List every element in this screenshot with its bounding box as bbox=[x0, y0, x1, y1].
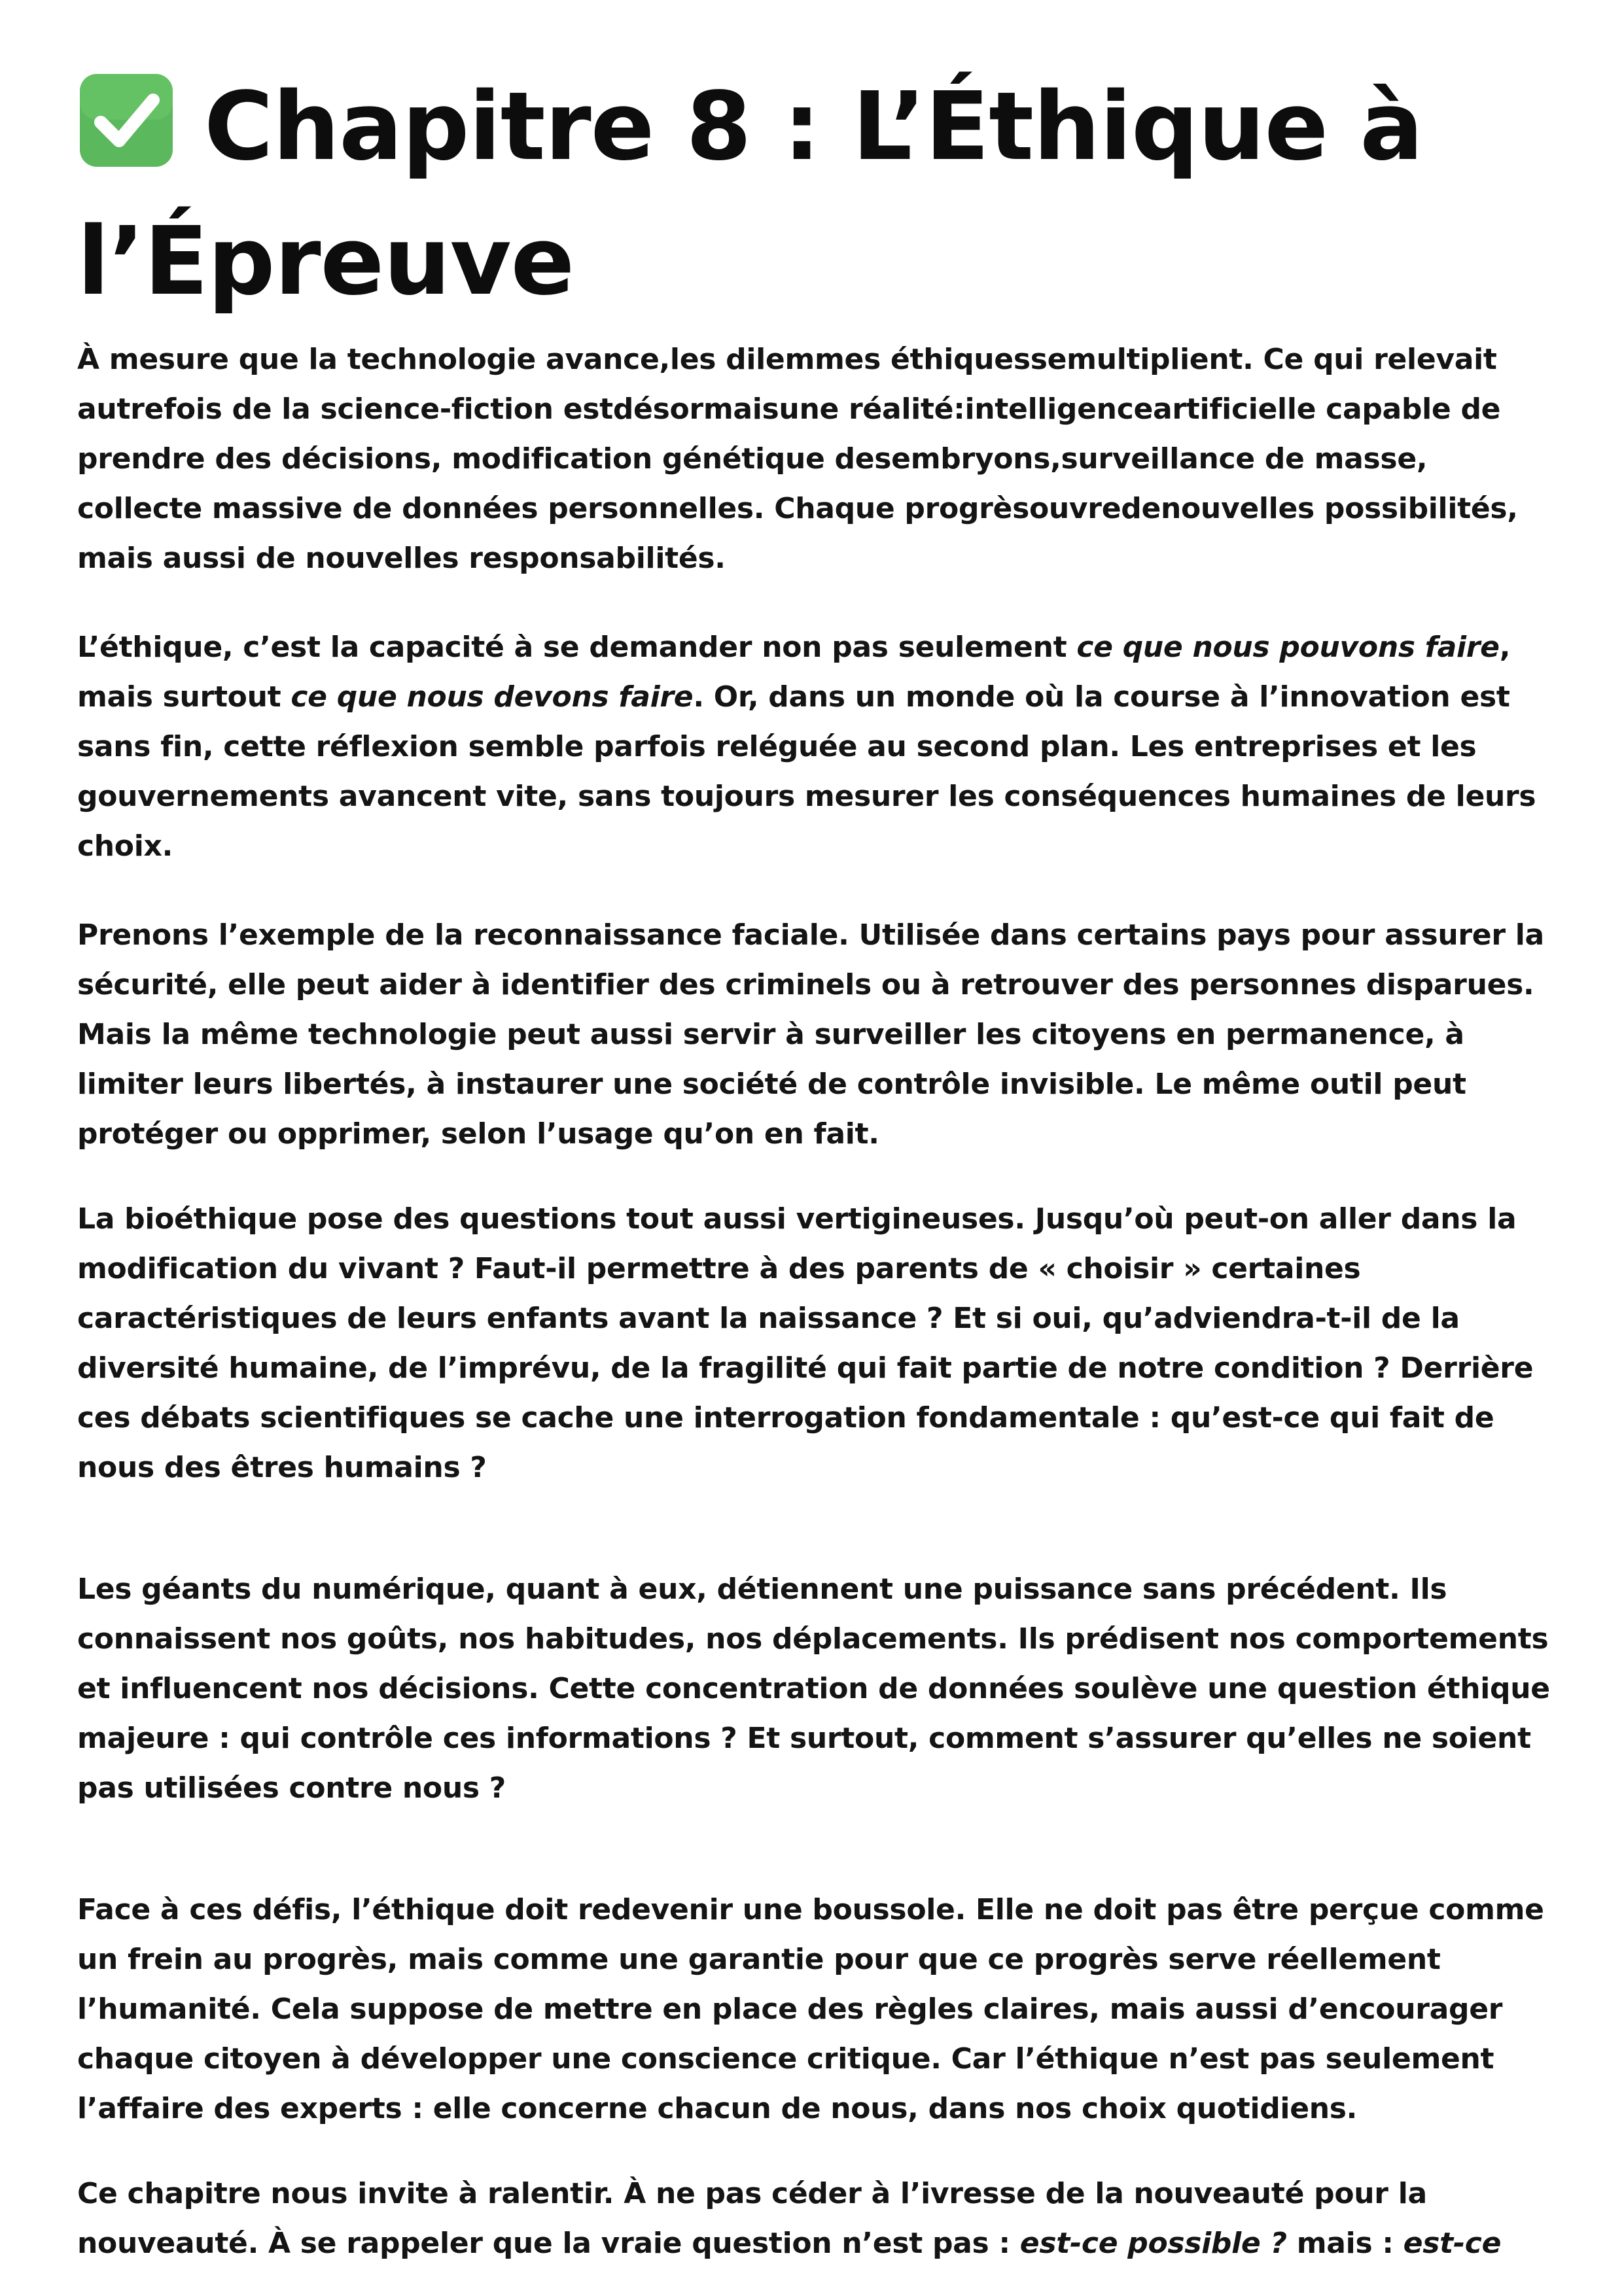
emphasis-text: est-ce possible ? bbox=[1019, 2227, 1287, 2260]
paragraph-text: Ce chapitre nous invite à ralentir. À ne pas céder à l’ivresse de la nouveauté pour la nouveauté. À se rappeler que la vraie question n’est pas : bbox=[77, 2177, 1427, 2260]
emphasis-text: ce que nous devons faire bbox=[291, 680, 694, 714]
paragraph-bioethics: La bioéthique pose des questions tout aussi vertigineuses. Jusqu’où peut-on aller dans la modification du vivant ? Faut-il permettre à des parents de « choisir » certaines caractéristiques de leurs enfants avant la naissance ? Et si oui, qu’adviendra-t-il de la diversité humaine, de l’imprévu, de la fragilité qui fait partie de notre condition ? Derrière ces débats scientifiques se cache une interrogation fondamentale : qu’est-ce qui fait de nous des êtres humains ? bbox=[77, 1202, 1534, 1484]
emphasis-text: ce que nous pouvons faire bbox=[1076, 631, 1500, 664]
paragraph-conclusion bbox=[77, 2169, 1556, 2269]
paragraph-text: mais : bbox=[1286, 2227, 1403, 2260]
paragraph-text: L’éthique, c’est la capacité à se demander non pas seulement bbox=[77, 631, 1077, 664]
paragraph-intro: À mesure que la technologie avance,les dilemmes éthiquessemultiplient. Ce qui relevait autrefois de la science-fiction estdésormaisune réalité:intelligenceartificielle capable de prendre des décisions, modification génétique desembryons,surveillance de masse, collecte massive de données personnelles. Chaque progrèsouvredenouvelles possibilités, mais aussi de nouvelles responsabilités. bbox=[77, 343, 1518, 575]
chapter-body bbox=[77, 335, 1556, 2269]
paragraph-text: , mais surtout bbox=[77, 631, 1511, 714]
chapter-title-text: Chapitre 8 : L’Éthique à l’Épreuve bbox=[77, 71, 1423, 316]
check-mark-button-icon bbox=[77, 71, 175, 169]
paragraph-digital-giants: Les géants du numérique, quant à eux, détiennent une puissance sans précédent. Ils connaissent nos goûts, nos habitudes, nos déplacements. Ils prédisent nos comportements et influencent nos décisions. Cette concentration de données soulève une question éthique majeure : qui contrôle ces informations ? Et surtout, comment s’assurer qu’elles ne soient pas utilisées contre nous ? bbox=[77, 1573, 1550, 1805]
chapter-title bbox=[77, 59, 1517, 328]
paragraph-ethics-definition bbox=[77, 623, 1556, 871]
emphasis-text: est-ce bbox=[1403, 2227, 1502, 2260]
paragraph-text: . Or, dans un monde où la course à l’innovation est sans fin, cette réflexion semble parfois reléguée au second plan. Les entreprises et les gouvernements avancent vite, sans toujours mesurer les conséquences humaines de leurs choix. bbox=[77, 680, 1536, 863]
paragraph-facial-recognition: Prenons l’exemple de la reconnaissance faciale. Utilisée dans certains pays pour assurer la sécurité, elle peut aider à identifier des criminels ou à retrouver des personnes disparues. Mais la même technologie peut aussi servir à surveiller les citoyens en permanence, à limiter leurs libertés, à instaurer une société de contrôle invisible. Le même outil peut protéger ou opprimer, selon l’usage qu’on en fait. bbox=[77, 918, 1544, 1151]
paragraph-compass: Face à ces défis, l’éthique doit redevenir une boussole. Elle ne doit pas être perçue comme un frein au progrès, mais comme une garantie pour que ce progrès serve réellement l’humanité. Cela suppose de mettre en place des règles claires, mais aussi d’encourager chaque citoyen à développer une conscience critique. Car l’éthique n’est pas seulement l’affaire des experts : elle concerne chacun de nous, dans nos choix quotidiens. bbox=[77, 1893, 1544, 2125]
